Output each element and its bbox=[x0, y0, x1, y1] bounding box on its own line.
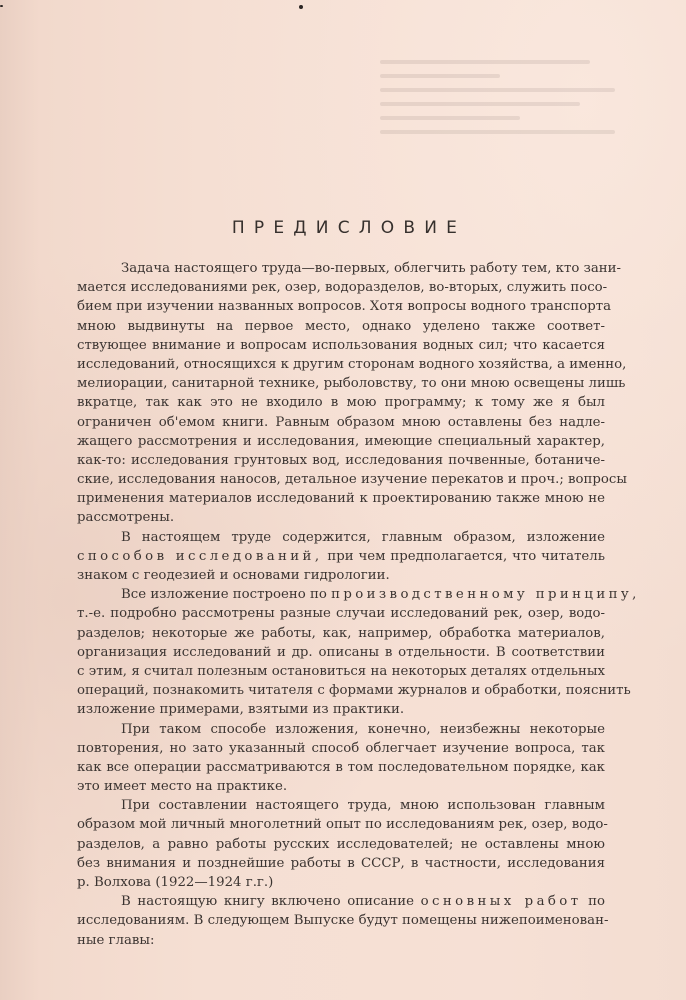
text-line bbox=[77, 413, 605, 432]
text-segment: При таком способе изложения, конечно, неизбежны некоторые bbox=[121, 721, 605, 737]
emphasized-text: производственному принципу, bbox=[331, 587, 640, 603]
paragraph bbox=[77, 259, 627, 528]
text-line bbox=[77, 873, 605, 892]
preface-body bbox=[77, 259, 640, 950]
text-line bbox=[77, 700, 605, 719]
text-segment: рассмотрены. bbox=[77, 510, 175, 526]
text-segment: операций, познакомить читателя с формами журналов и обработки, пояснить bbox=[77, 683, 631, 699]
text-segment: Все изложение построено по bbox=[121, 587, 332, 603]
paragraph bbox=[77, 528, 605, 586]
text-segment: изложение примерами, взятыми из практики. bbox=[77, 702, 405, 718]
text-segment: исследованиям. В следующем Выпуске будут помещены нижепоименован- bbox=[77, 913, 609, 929]
text-line bbox=[77, 374, 626, 393]
text-line bbox=[77, 432, 605, 451]
text-segment: без внимания и позднейшие работы в СССР, в частности, исследования bbox=[77, 855, 605, 871]
text-segment: ные главы: bbox=[77, 932, 155, 948]
text-line bbox=[77, 796, 605, 815]
text-line bbox=[77, 470, 627, 489]
ink-speck bbox=[0, 5, 3, 7]
text-line bbox=[77, 643, 605, 662]
ink-speck bbox=[299, 5, 303, 9]
text-segment: мелиорации, санитарной технике, рыболовству, то они мною освещены лишь bbox=[77, 376, 626, 392]
text-segment: т.-е. подробно рассмотрены разные случаи исследований рек, озер, водо- bbox=[77, 606, 605, 622]
text-line bbox=[77, 528, 605, 547]
text-line bbox=[77, 835, 605, 854]
text-line bbox=[77, 336, 605, 355]
text-segment: В настоящую книгу включено описание bbox=[121, 894, 421, 910]
text-line bbox=[77, 681, 631, 700]
text-segment: жащего рассмотрения и исследования, имеющие специальный характер, bbox=[77, 433, 605, 449]
text-line bbox=[77, 931, 605, 950]
text-line bbox=[77, 259, 621, 278]
text-segment: Задача настоящего труда—во-первых, облегчить работу тем, кто зани- bbox=[121, 261, 621, 276]
text-segment: вкратце, так как это не входило в мою программу; к тому же я был bbox=[77, 395, 605, 411]
text-line bbox=[77, 854, 605, 873]
text-line bbox=[77, 355, 627, 374]
text-segment: организация исследований и др. описаны в отдельности. В соответствии bbox=[77, 644, 605, 660]
text-line bbox=[77, 393, 605, 412]
text-segment: образом мой личный многолетний опыт по исследованиям рек, озер, водо- bbox=[77, 817, 608, 833]
text-line bbox=[77, 451, 605, 470]
text-line bbox=[77, 278, 608, 297]
paragraph bbox=[77, 585, 640, 719]
text-line bbox=[77, 815, 608, 834]
text-segment: это имеет место на практике. bbox=[77, 779, 288, 795]
text-line bbox=[77, 508, 605, 527]
text-segment: разделов; некоторые же работы, как, например, обработка материалов, bbox=[77, 625, 605, 641]
text-line bbox=[77, 547, 605, 566]
text-segment: р. Волхова (1922—1924 г.г.) bbox=[77, 875, 274, 890]
text-line bbox=[77, 720, 605, 739]
text-line bbox=[77, 662, 605, 681]
text-segment: мною выдвинуты на первое место, однако уделено также соответ- bbox=[77, 318, 605, 334]
text-line bbox=[77, 585, 640, 604]
text-segment: исследований, относящихся к другим сторонам водного хозяйства, а именно, bbox=[77, 356, 627, 372]
show-through-text bbox=[380, 60, 620, 200]
emphasized-text: способов исследований, bbox=[77, 548, 323, 564]
page-title: ПРЕДИСЛОВИЕ bbox=[231, 218, 467, 238]
text-segment: как-то: исследования грунтовых вод, исследования почвенные, ботаниче- bbox=[77, 452, 605, 468]
text-segment: мается исследованиями рек, озер, водоразделов, во-вторых, служить посо- bbox=[77, 280, 608, 296]
text-line bbox=[77, 489, 605, 508]
paragraph bbox=[77, 796, 608, 892]
text-line bbox=[77, 739, 605, 758]
text-segment: При составлении настоящего труда, мною использован главным bbox=[121, 798, 605, 814]
text-segment: ограничен об'емом книги. Равным образом мною оставлены без надле- bbox=[77, 414, 605, 430]
text-segment: применения материалов исследований к проектированию также мною не bbox=[77, 491, 605, 507]
paragraph bbox=[77, 892, 609, 950]
text-line bbox=[77, 624, 605, 643]
text-segment: разделов, а равно работы русских исследователей; не оставлены мною bbox=[77, 836, 605, 852]
text-line bbox=[77, 758, 605, 777]
paragraph bbox=[77, 720, 605, 797]
text-line bbox=[77, 604, 605, 623]
text-segment: повторения, но зато указанный способ облегчает изучение вопроса, так bbox=[77, 740, 605, 756]
text-segment: В настоящем труде содержится, главным образом, изложение bbox=[121, 529, 605, 545]
text-segment: ские, исследования наносов, детальное изучение перекатов и проч.; вопросы bbox=[77, 472, 627, 488]
text-line bbox=[77, 566, 605, 585]
text-line bbox=[77, 892, 605, 911]
text-segment: по bbox=[581, 894, 605, 910]
text-line bbox=[77, 777, 605, 796]
emphasized-text: основных работ bbox=[420, 894, 582, 910]
text-segment: ствующее внимание и вопросам использования водных сил; что касается bbox=[77, 337, 605, 353]
text-segment: как все операции рассматриваются в том последовательном порядке, как bbox=[77, 759, 605, 775]
text-segment: бием при изучении названных вопросов. Хотя вопросы водного транспорта bbox=[77, 299, 612, 315]
text-segment: при чем предполагается, что читатель bbox=[322, 548, 605, 564]
text-segment: знаком с геодезией и основами гидрологии. bbox=[77, 568, 390, 583]
text-line bbox=[77, 317, 605, 336]
text-segment: с этим, я считал полезным остановиться на некоторых деталях отдельных bbox=[77, 663, 605, 679]
text-line bbox=[77, 297, 612, 316]
text-line bbox=[77, 911, 609, 930]
